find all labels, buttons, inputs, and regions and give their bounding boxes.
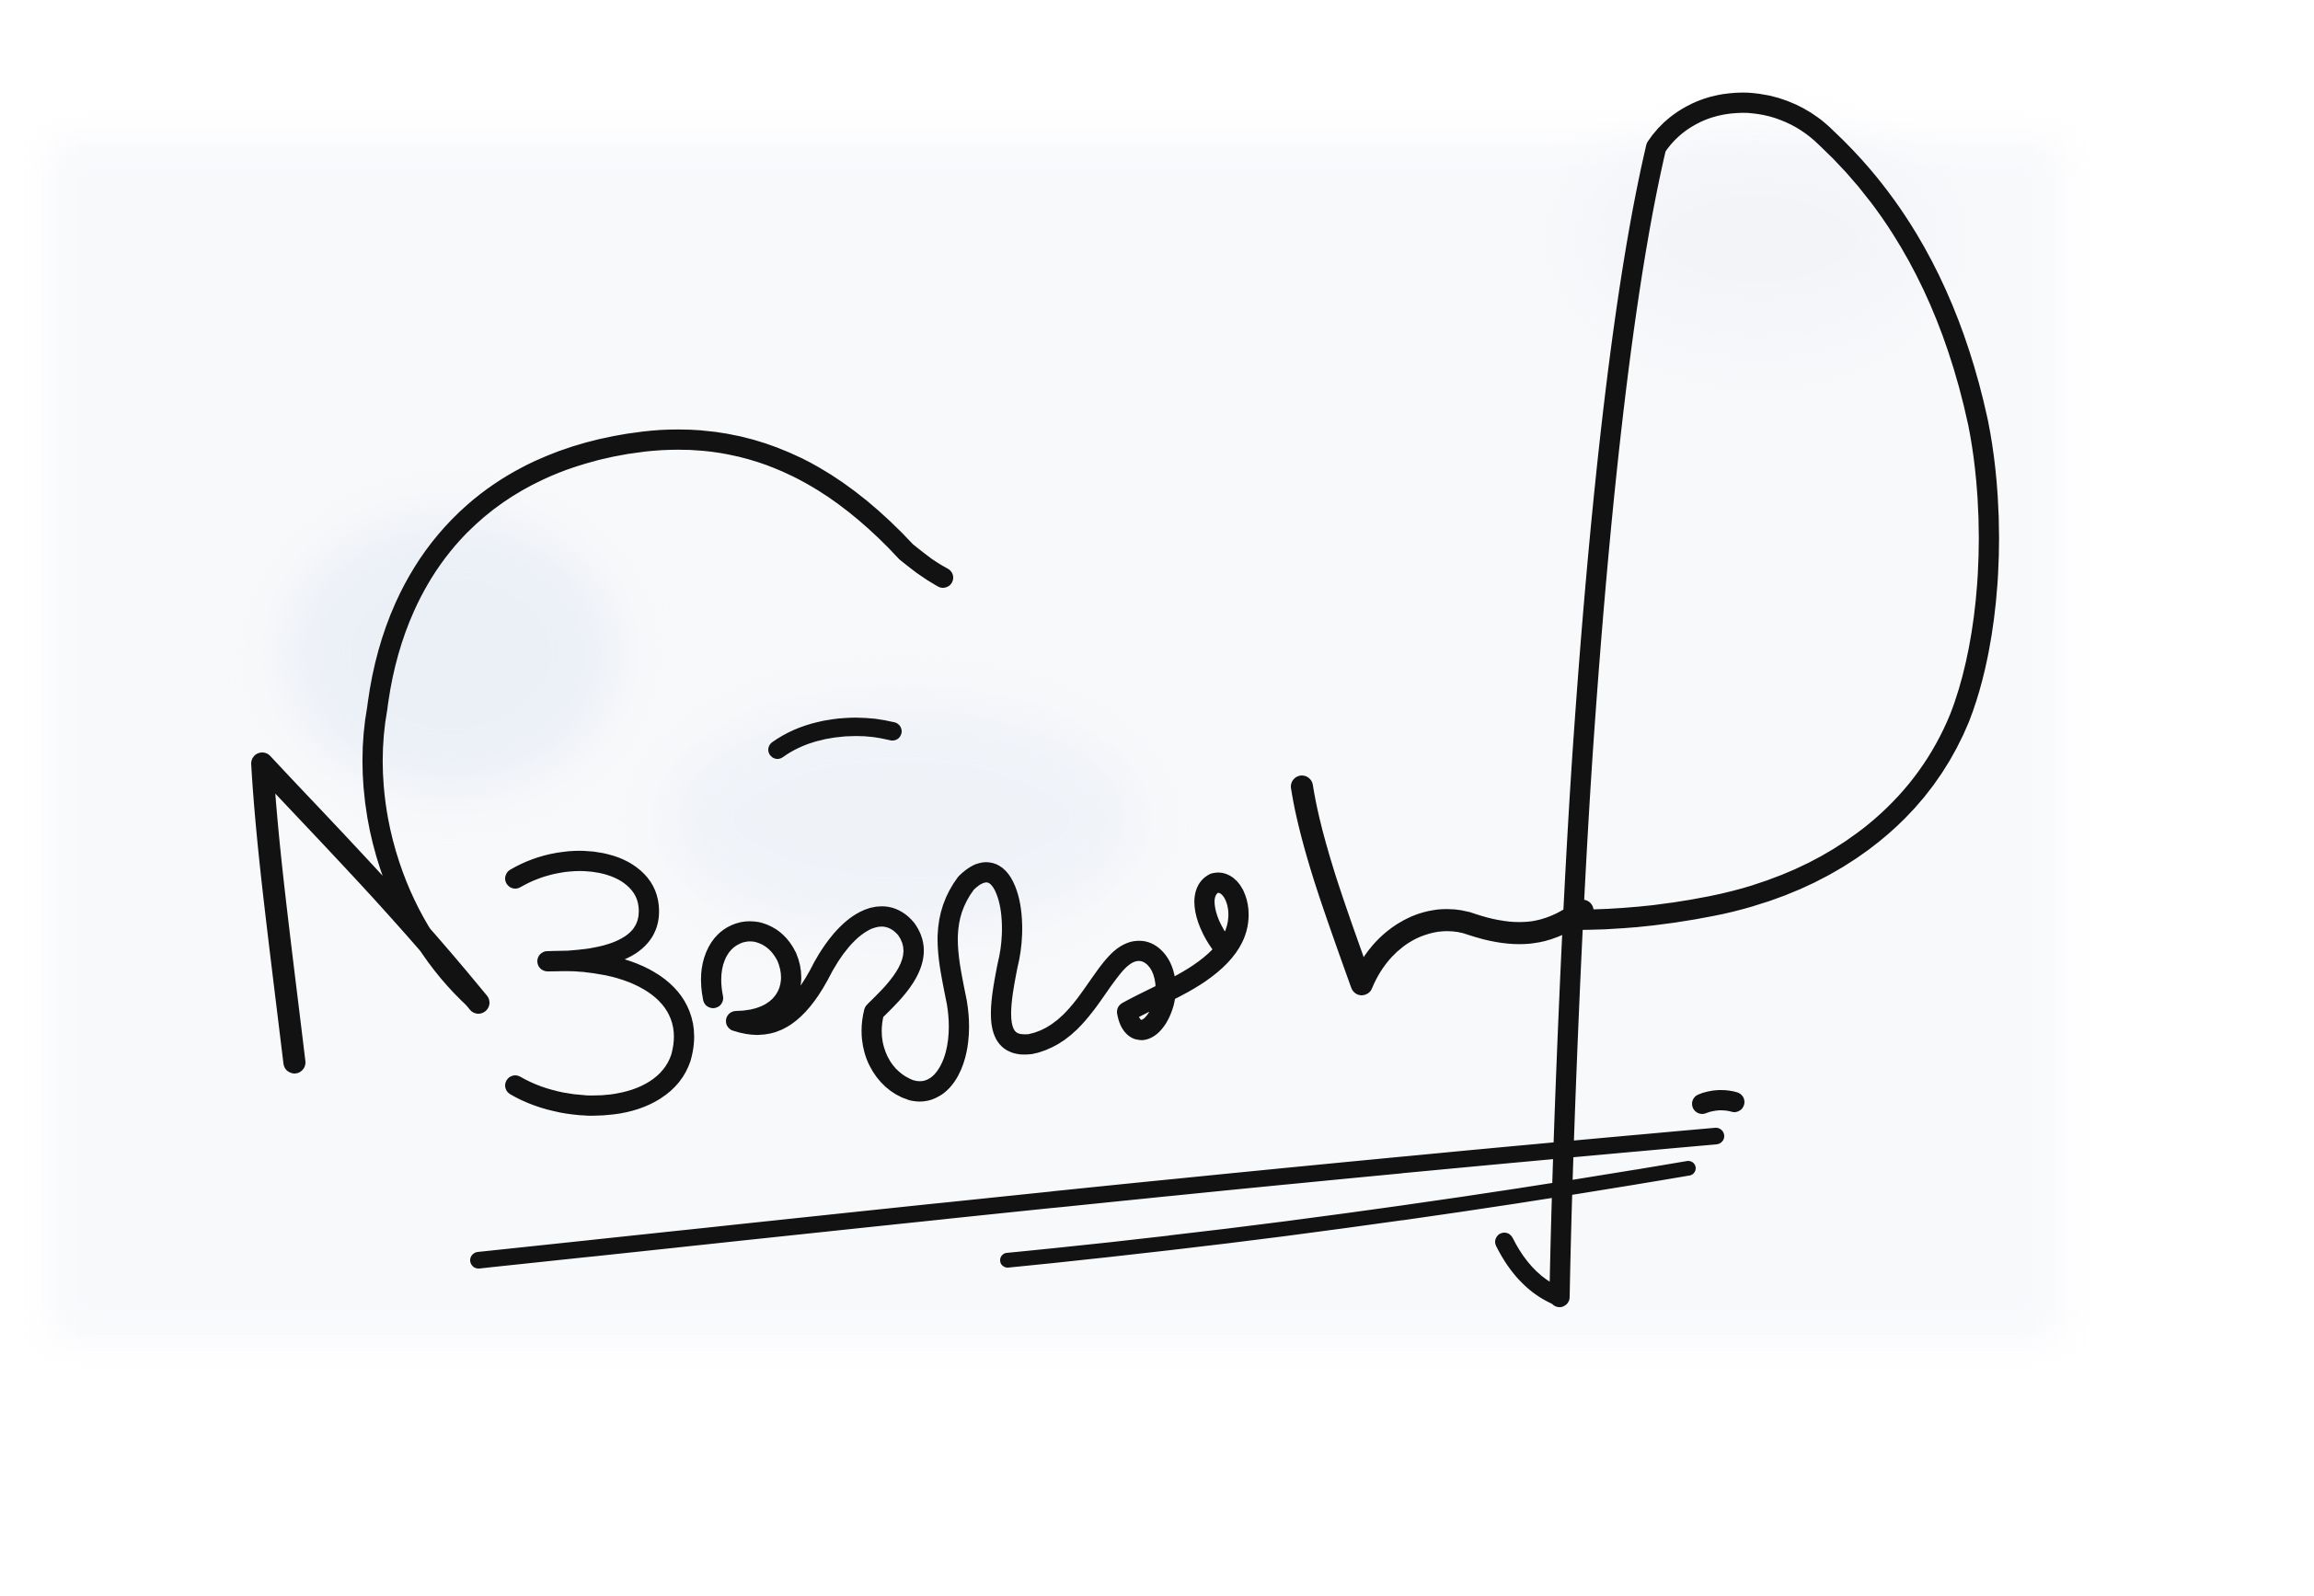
stroke-dot bbox=[1702, 1100, 1734, 1104]
stroke-big-loop bbox=[1560, 103, 1989, 1297]
signature-ink bbox=[262, 103, 1989, 1297]
stroke-underline-2 bbox=[1007, 1168, 1688, 1260]
stroke-h bbox=[1302, 787, 1583, 984]
stroke-b bbox=[515, 861, 684, 1106]
stroke-accent bbox=[777, 727, 892, 750]
stroke-letters bbox=[711, 872, 1238, 1091]
